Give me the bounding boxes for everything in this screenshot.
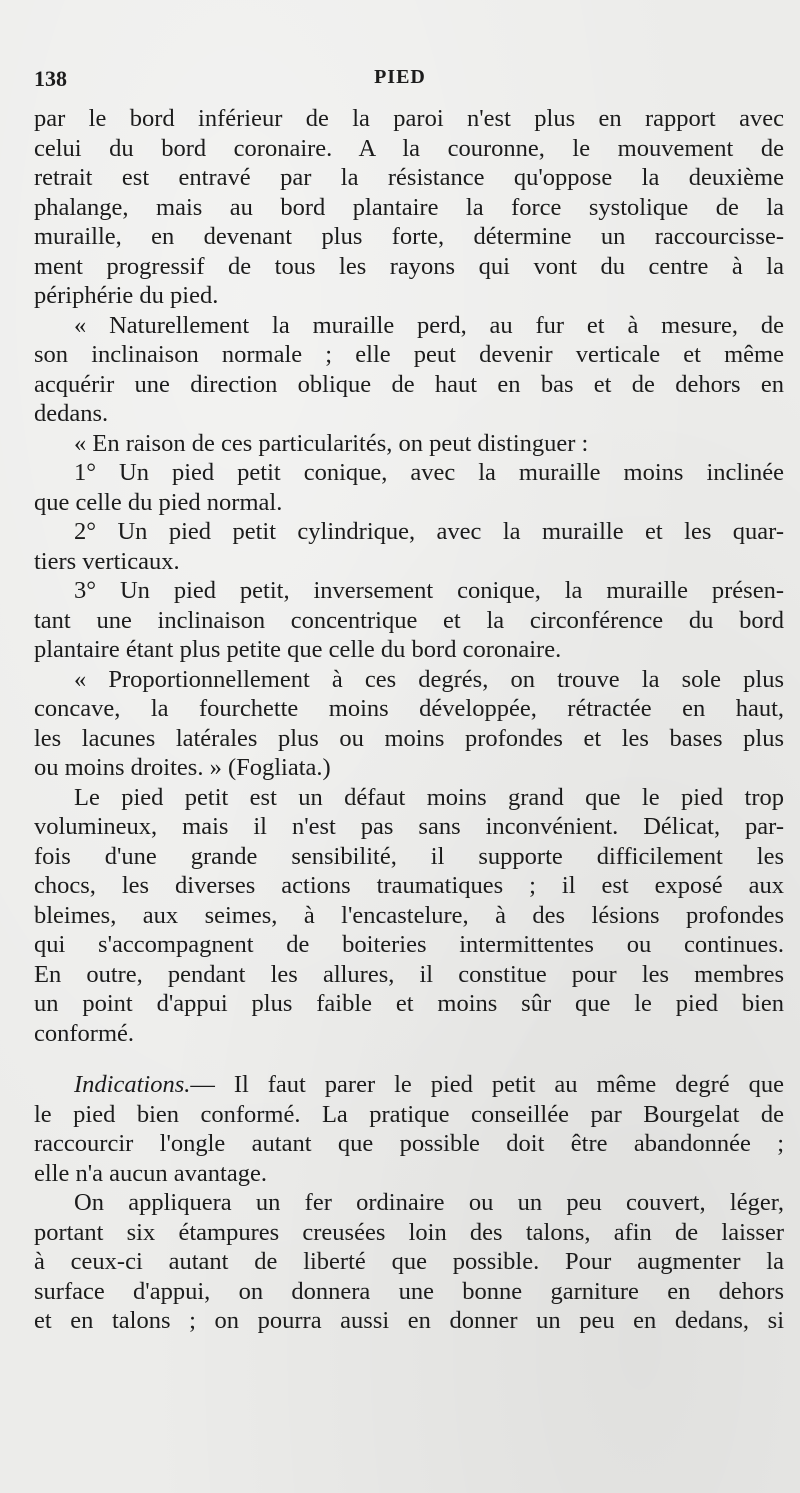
- body-text: [34, 104, 784, 1336]
- text-line: On appliquera un fer ordinaire ou un peu couvert, léger,: [74, 1189, 784, 1216]
- text-line: que celle du pied normal.: [34, 488, 283, 516]
- text-line: Le pied petit est un défaut moins grand que le pied trop: [74, 783, 784, 811]
- text-line: surface d'appui, on donnera une bonne garniture en dehors: [34, 1277, 784, 1305]
- text-line: 2° Un pied petit cylindrique, avec la muraille et les quar-: [74, 518, 784, 545]
- text-line: conformé.: [34, 1019, 134, 1047]
- text-line: tiers verticaux.: [34, 547, 180, 575]
- text-line: à ceux-ci autant de liberté que possible. Pour augmenter la: [34, 1248, 784, 1275]
- section-gap: [34, 1048, 784, 1070]
- text-line: dedans.: [34, 400, 109, 427]
- indications-text: — Il faut parer le pied petit au même degré que: [190, 1071, 784, 1098]
- text-line: « Proportionnellement à ces degrés, on trouve la sole plus: [74, 665, 784, 693]
- text-line: acquérir une direction oblique de haut en bas et de dehors en: [34, 370, 784, 398]
- text-line: un point d'appui plus faible et moins sûr que le pied bien: [34, 990, 784, 1017]
- text-line: ou moins droites. » (Fogliata.): [34, 754, 331, 781]
- text-line: 1° Un pied petit conique, avec la muraille moins inclinée: [74, 459, 784, 486]
- text-line: son inclinaison normale ; elle peut devenir verticale et même: [34, 341, 784, 368]
- indications-line: [34, 1070, 784, 1100]
- text-line: « Naturellement la muraille perd, au fur et à mesure, de: [74, 311, 784, 339]
- text-line: le pied bien conformé. La pratique conseillée par Bourgelat de: [34, 1100, 784, 1128]
- text-line: bleimes, aux seimes, à l'encastelure, à des lésions profondes: [34, 901, 784, 929]
- text-line: raccourcir l'ongle autant que possible doit être abandonnée ;: [34, 1130, 784, 1157]
- text-line: périphérie du pied.: [34, 282, 219, 309]
- text-line: 3° Un pied petit, inversement conique, la muraille présen-: [74, 577, 784, 604]
- text-line: ment progressif de tous les rayons qui vont du centre à la: [34, 252, 784, 280]
- text-line: muraille, en devenant plus forte, détermine un raccourcisse-: [34, 223, 784, 250]
- text-line: retrait est entravé par la résistance qu'oppose la deuxième: [34, 164, 784, 191]
- text-line: elle n'a aucun avantage.: [34, 1159, 267, 1187]
- text-line: concave, la fourchette moins développée, rétractée en haut,: [34, 695, 784, 722]
- indications-label: Indications.: [74, 1071, 191, 1098]
- text-line: phalange, mais au bord plantaire la force systolique de la: [34, 193, 784, 221]
- text-line: volumineux, mais il n'est pas sans inconvénient. Délicat, par-: [34, 813, 784, 840]
- page-number: 138: [34, 66, 67, 91]
- text-line: « En raison de ces particularités, on peut distinguer :: [74, 429, 589, 457]
- text-line: En outre, pendant les allures, il constitue pour les membres: [34, 960, 784, 988]
- text-line: chocs, les diverses actions traumatiques ; il est exposé aux: [34, 872, 784, 899]
- text-line: plantaire étant plus petite que celle du bord coronaire.: [34, 636, 562, 663]
- text-line: qui s'accompagnent de boiteries intermittentes ou continues.: [34, 931, 784, 958]
- running-head: [34, 66, 766, 96]
- text-line: par le bord inférieur de la paroi n'est plus en rapport avec: [34, 105, 784, 132]
- text-line: et en talons ; on pourra aussi en donner un peu en dedans, si: [34, 1307, 784, 1334]
- running-title: PIED: [374, 66, 426, 88]
- text-line: celui du bord coronaire. A la couronne, le mouvement de: [34, 134, 784, 162]
- text-line: fois d'une grande sensibilité, il supporte difficilement les: [34, 842, 784, 870]
- text-line: tant une inclinaison concentrique et la circonférence du bord: [34, 606, 784, 634]
- text-line: portant six étampures creusées loin des talons, afin de laisser: [34, 1218, 784, 1246]
- text-line: les lacunes latérales plus ou moins profondes et les bases plus: [34, 724, 784, 752]
